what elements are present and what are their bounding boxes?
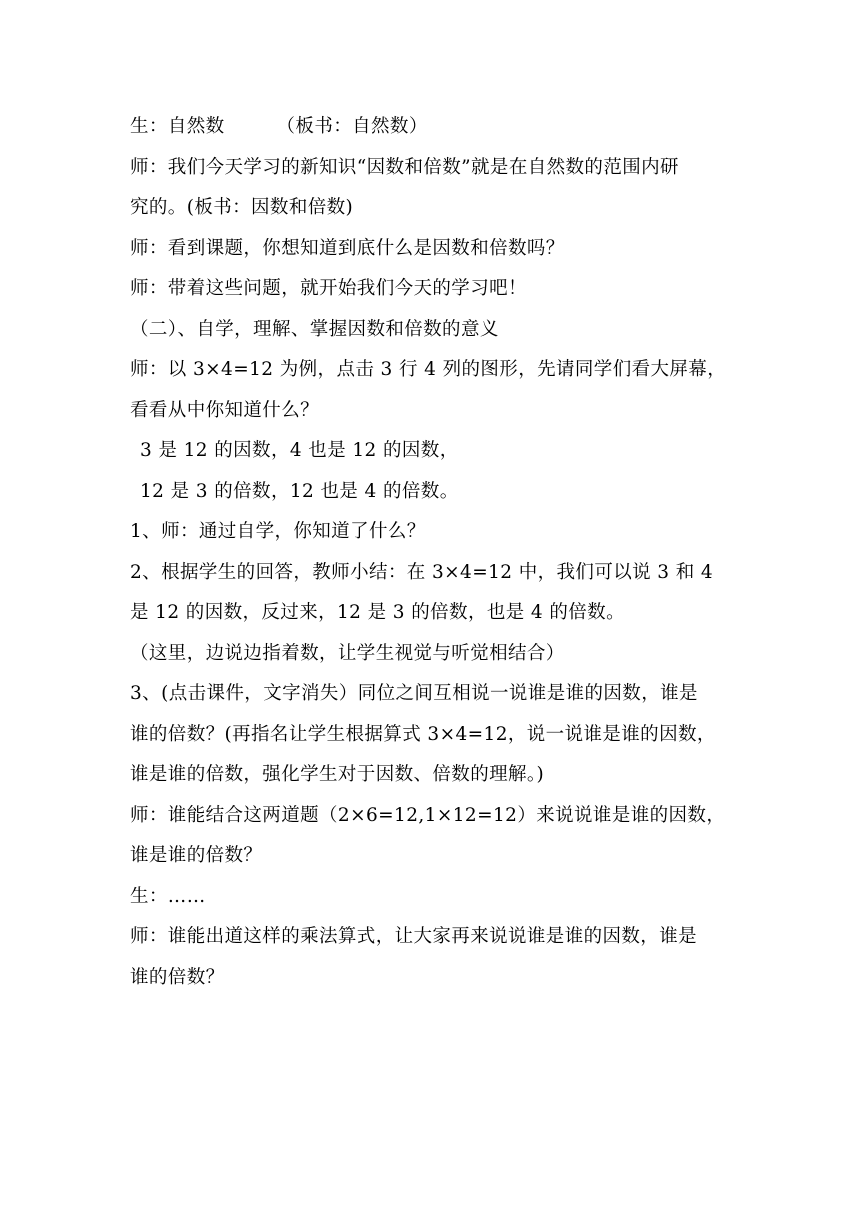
text-line-2: 师：我们今天学习的新知识“因数和倍数”就是在自然数的范围内研 — [130, 156, 679, 178]
text-line-8: 看看从中你知道什么？ — [130, 399, 320, 421]
text-line-14: （这里，边说边指着数，让学生视觉与听觉相结合） — [130, 642, 565, 664]
text-line-16: 谁的倍数？(再指名让学生根据算式 3×4=12，说一说谁是谁的因数， — [130, 723, 716, 745]
text-line-17: 谁是谁的倍数，强化学生对于因数、倍数的理解。) — [130, 764, 545, 785]
text-line-18: 师：谁能结合这两道题（2×6=12,1×12=12）来说说谁是谁的因数， — [130, 804, 726, 826]
text-line-15: 3、(点击课件，文字消失）同位之间互相说一说谁是谁的因数，谁是 — [130, 683, 698, 704]
text-line-1 — [130, 107, 735, 148]
text-line-5: 师：带着这些问题，就开始我们今天的学习吧！ — [130, 278, 527, 299]
text-line-21: 师：谁能出道这样的乘法算式，让大家再来说说谁是谁的因数，谁是 — [130, 926, 698, 947]
line-text: 自然数 — [167, 116, 225, 137]
board-note: （板书：自然数） — [276, 116, 428, 137]
text-line-12: 2、根据学生的回答，教师小结：在 3×4=12 中，我们可以说 3 和 4 — [130, 561, 714, 583]
text-line-19: 谁是谁的倍数？ — [130, 845, 263, 866]
text-line-11: 1、师：通过自学，你知道了什么？ — [130, 521, 426, 542]
text-line-9: 3 是 12 的因数，4 也是 12 的因数， — [140, 440, 459, 461]
text-line-10: 12 是 3 的倍数，12 也是 4 的倍数。 — [140, 480, 459, 502]
speaker-label: 生： — [130, 116, 168, 137]
text-line-13: 是 12 的因数，反过来，12 是 3 的倍数，也是 4 的倍数。 — [130, 602, 625, 623]
section-heading: （二）、自学，理解、掌握因数和倍数的意义 — [130, 318, 499, 340]
text-line-20: 生：…… — [130, 885, 206, 907]
text-line-22: 谁的倍数？ — [130, 966, 225, 988]
text-line-3: 究的。(板书：因数和倍数) — [130, 197, 354, 218]
lesson-text — [130, 107, 735, 998]
text-line-4: 师：看到课题，你想知道到底什么是因数和倍数吗？ — [130, 237, 565, 259]
text-line-7: 师：以 3×4=12 为例，点击 3 行 4 列的图形，先请同学们看大屏幕， — [130, 359, 727, 380]
